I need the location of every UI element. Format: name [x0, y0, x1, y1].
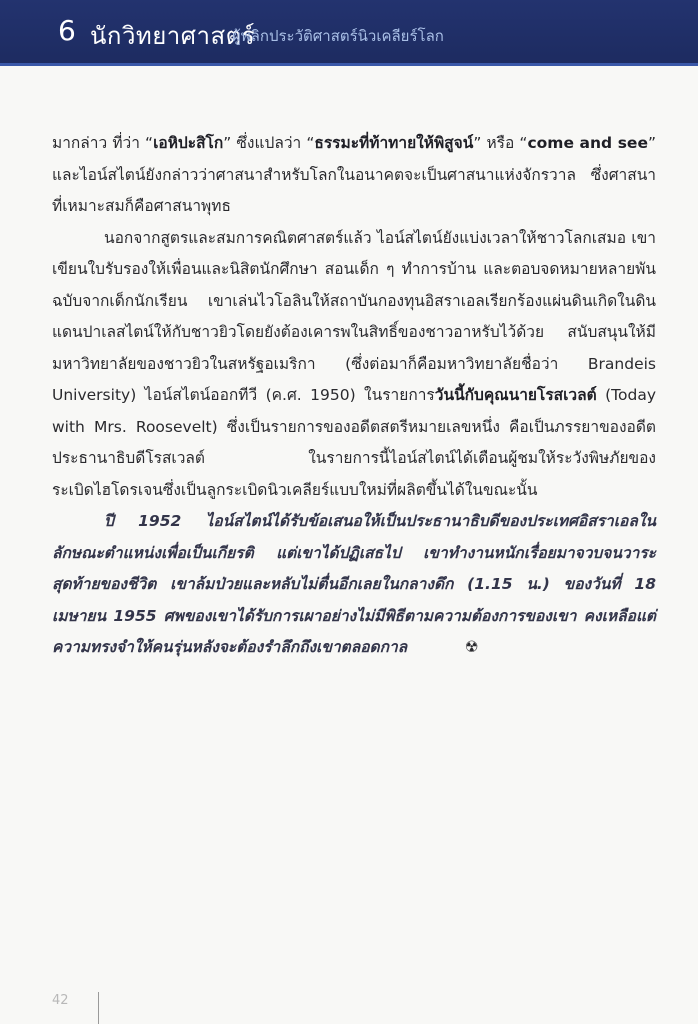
text-run: ” หรือ “ [473, 134, 528, 152]
footer-divider [98, 992, 99, 1024]
page-number: 42 [52, 993, 69, 1008]
chapter-number: 6 [58, 14, 76, 47]
bold-term: ธรรมะที่ท้าทายให้พิสูจน์ [314, 134, 474, 152]
chapter-subtitle: ผู้พลิกประวัติศาสตร์นิวเคลียร์โลก [232, 27, 444, 45]
radiation-icon: ☢ [464, 638, 479, 656]
paragraph-2 [52, 223, 656, 507]
bold-term: เอหิปะสิโก [153, 134, 224, 152]
text-run: มากล่าว ที่ว่า “ [52, 134, 154, 152]
text-run: ” และไอน์สไตน์ยังกล่าวว่าศาสนาสำหรับโลกในอนาคตจะเป็นศาสนาแห่งจักรวาล ซึ่งศาสนาที่เหมาะสมก็คือศาสนาพุทธ [52, 134, 656, 215]
paragraph-1 [52, 128, 656, 223]
chapter-title: นักวิทยาศาสตร์ [90, 22, 256, 50]
bold-term: วันนี้กับคุณนายโรสเวลต์ [434, 386, 597, 404]
text-run: ” ซึ่งแปลว่า “ [223, 134, 315, 152]
body-text [52, 128, 656, 664]
text-run: ปี 1952 ไอน์สไตน์ได้รับข้อเสนอให้เป็นประธานาธิบดีของประเทศอิสราเอลในลักษณะตำแหน่งเพื่อเป็นเกียรติ แต่เขาได้ปฏิเสธไป เขาทำงานหนักเรื่อยมาจวบจนวาระสุดท้ายของชีวิต เขาล้มป่วยและหลับไม่ตื่นอีกเลยในกลางดึก (1.15 น.) ของวันที่ 18 เมษายน 1955 ศพของเขาได้รับการเผาอย่างไม่มีพิธีตามความต้องการของเขา คงเหลือแต่ความทรงจำให้คนรุ่นหลังจะต้องรำลึกถึงเขาตลอดกาล [52, 512, 656, 656]
paragraph-3 [52, 506, 656, 664]
text-run: นอกจากสูตรและสมการคณิตศาสตร์แล้ว ไอน์สไตน์ยังแบ่งเวลาให้ชาวโลกเสมอ เขาเขียนใบรับรองให้เพื่อนและนิสิตนักศึกษา สอนเด็ก ๆ ทำการบ้าน และตอบจดหมายหลายพันฉบับจากเด็กนักเรียน เขาเล่นไวโอลินให้สถาบันกองทุนอิสราเอลเรียกร้องแผ่นดินเกิดในดินแดนปาเลสไตน์ให้กับชาวยิวโดยยังต้องเคารพในสิทธิ์ของชาวอาหรับไว้ด้วย สนับสนุนให้มีมหาวิทยาลัยของชาวยิวในสหรัฐอเมริกา (ซึ่งต่อมาก็คือมหาวิทยาลัยชื่อว่า Brandeis University) ไอน์สไตน์ออกทีวี (ค.ศ. 1950) ในรายการ [52, 228, 656, 404]
header-accent-line [0, 63, 698, 66]
text-run: (Today with Mrs. Roosevelt) ซึ่งเป็นรายการของอดีตสตรีหมายเลขหนึ่ง คือเป็นภรรยาของอดีตประธานาธิบดีโรสเวลต์ ในรายการนี้ไอน์สไตน์ได้เตือนผู้ชมให้ระวังพิษภัยของระเบิดไฮโดรเจนซึ่งเป็นลูกระเบิดนิวเคลียร์แบบใหม่ที่ผลิตขึ้นได้ในขณะนั้น [52, 386, 656, 499]
bold-term: come and see [527, 134, 648, 152]
chapter-header [0, 0, 698, 66]
